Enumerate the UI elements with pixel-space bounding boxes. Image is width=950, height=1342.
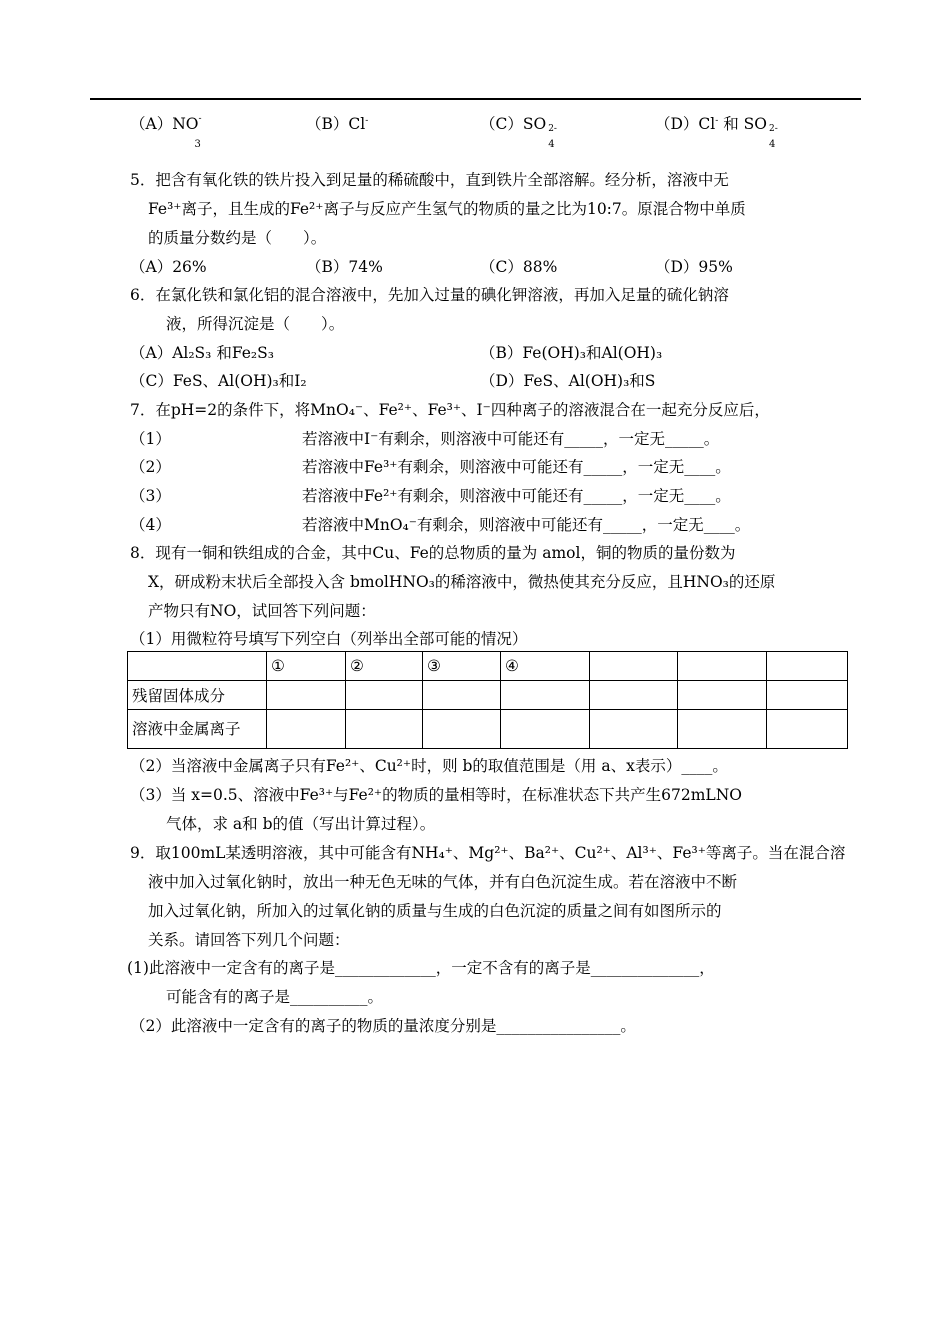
q9-sub-2: （2）此溶液中一定含有的离子的物质的量浓度分别是________________。 [130,1017,636,1035]
table-header-cell: ② [346,652,423,681]
table-row-label: 残留固体成分 [128,681,267,710]
table-cell [590,710,678,749]
q5-line-3: 的质量分数约是（ ）。 [148,229,327,247]
table-row-label: 溶液中金属离子 [128,710,267,749]
q6-option-d: （D）FeS、Al(OH)₃和S [480,372,656,390]
q8-line-2: X，研成粉末状后全部投入含 bmolHNO₃的稀溶液中，微热使其充分反应，且HNO₃的还原 [148,573,776,591]
table-cell [423,710,501,749]
table-cell [590,681,678,710]
q5-line-2: Fe³⁺离子，且生成的Fe²⁺离子与反应产生氢气的物质的量之比为10:7。原混合物中单质 [148,200,746,218]
q9-sub-1-line-1: (1)此溶液中一定含有的离子是_____________，一定不含有的离子是______________， [127,959,715,977]
q7-item-2-num: （2） [130,458,171,476]
q5-option-b: （B）74% [306,258,383,276]
q4-option-b: （B）Cl- [306,115,369,133]
q7-item-1-num: （1） [130,430,171,448]
table-cell [678,681,767,710]
q9-line-1: 9．取100mL某透明溶液，其中可能含有NH₄⁺、Mg²⁺、Ba²⁺、Cu²⁺、Al³⁺、Fe³⁺等离子。当在混合溶 [130,844,846,862]
q4-option-c: （C）SO 2- 4 [480,115,557,150]
q8-answer-table [127,651,848,749]
q7-item-2-text: 若溶液中Fe³⁺有剩余，则溶液中可能还有_____，一定无____。 [302,458,731,476]
table-cell [767,710,848,749]
table-header-cell [590,652,678,681]
q4-option-a: （A）NO - 3 [130,114,202,150]
q7-item-3-text: 若溶液中Fe²⁺有剩余，则溶液中可能还有_____，一定无____。 [302,487,731,505]
q6-option-b: （B）Fe(OH)₃和Al(OH)₃ [480,344,663,362]
q8-line-3: 产物只有NO，试回答下列问题： [148,602,376,620]
table-cell [678,710,767,749]
q7-item-4-num: （4） [130,516,171,534]
table-cell [767,681,848,710]
q7-stem: 7．在pH=2的条件下，将MnO₄⁻、Fe²⁺、Fe³⁺、I⁻四种离子的溶液混合在一起充分反应后， [130,401,770,419]
table-cell [346,710,423,749]
q8-sub-3-line-2: 气体，求 a和 b的值（写出计算过程）。 [166,815,436,833]
q8-line-1: 8．现有一铜和铁组成的合金，其中Cu、Fe的总物质的量为 amol，铜的物质的量份数为 [130,544,736,562]
q6-line-2: 液，所得沉淀是（ ）。 [166,315,345,333]
table-row [128,681,848,710]
table-header-cell [678,652,767,681]
q9-line-4: 关系。请回答下列几个问题： [148,931,350,949]
table-cell [501,710,590,749]
q8-sub-1: （1）用微粒符号填写下列空白（列举出全部可能的情况） [130,630,528,648]
table-cell [346,681,423,710]
table-header-cell [767,652,848,681]
q6-option-a: （A）Al₂S₃ 和Fe₂S₃ [130,344,274,362]
q9-sub-1-line-2: 可能含有的离子是__________。 [166,988,384,1006]
q8-sub-3-line-1: （3）当 x=0.5、溶液中Fe³⁺与Fe²⁺的物质的量相等时，在标准状态下共产生672mLNO [130,786,742,804]
table-header-cell: ① [267,652,346,681]
q7-item-3-num: （3） [130,487,171,505]
table-header-cell: ④ [501,652,590,681]
q9-line-2: 液中加入过氧化钠时，放出一种无色无味的气体，并有白色沉淀生成。若在溶液中不断 [148,873,738,891]
q9-line-3: 加入过氧化钠，所加入的过氧化钠的质量与生成的白色沉淀的质量之间有如图所示的 [148,902,722,920]
q7-item-1-text: 若溶液中I⁻有剩余，则溶液中可能还有_____，一定无_____。 [302,430,720,448]
q5-line-1: 5．把含有氧化铁的铁片投入到足量的稀硫酸中，直到铁片全部溶解。经分析，溶液中无 [130,171,729,189]
q8-sub-2: （2）当溶液中金属离子只有Fe²⁺、Cu²⁺时，则 b的取值范围是（用 a、x表示）____。 [130,757,728,775]
q5-option-d: （D）95% [655,258,733,276]
q5-option-c: （C）88% [480,258,558,276]
table-header-cell [128,652,267,681]
table-header-row [128,652,848,681]
q4-option-d: （D）Cl- 和 SO 2- 4 [655,115,778,150]
table-cell [423,681,501,710]
top-rule [90,98,861,100]
table-cell [267,710,346,749]
q6-option-c: （C）FeS、Al(OH)₃和I₂ [130,372,307,390]
q6-line-1: 6．在氯化铁和氯化铝的混合溶液中，先加入过量的碘化钾溶液，再加入足量的硫化钠溶 [130,286,729,304]
table-header-cell: ③ [423,652,501,681]
q5-option-a: （A）26% [130,258,207,276]
table-cell [501,681,590,710]
table-cell [267,681,346,710]
q7-item-4-text: 若溶液中MnO₄⁻有剩余，则溶液中可能还有_____，一定无____。 [302,516,751,534]
table-row [128,710,848,749]
